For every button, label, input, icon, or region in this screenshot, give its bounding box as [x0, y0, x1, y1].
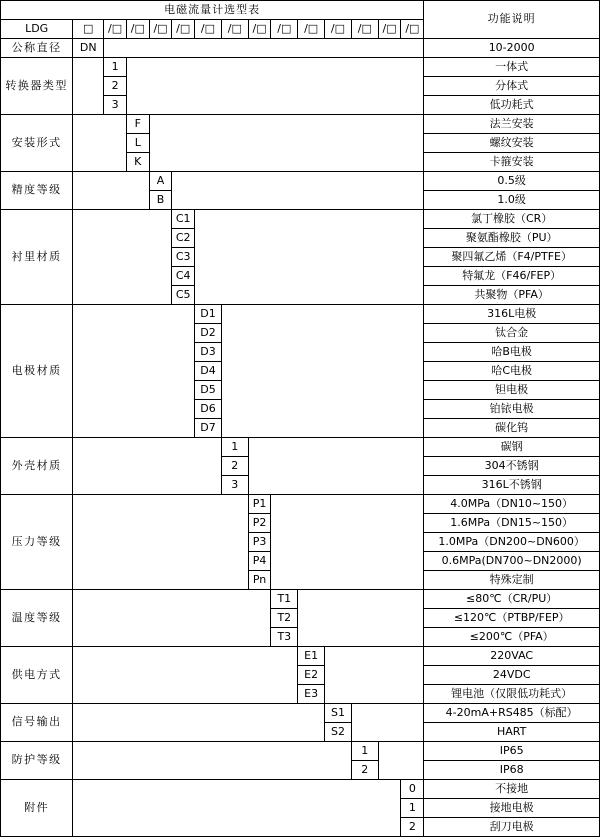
blank-span	[378, 742, 424, 780]
blank-left	[73, 210, 172, 305]
code-power-1: E1	[298, 647, 325, 666]
blank-span	[149, 115, 424, 172]
blank-span	[195, 210, 424, 305]
code-install-2: L	[126, 134, 149, 153]
desc-lining-2: 聚氨酯橡胶（PU）	[424, 229, 600, 248]
code-accuracy-2: B	[149, 191, 172, 210]
row-label-signal-output: 信号输出	[1, 704, 73, 742]
blank-span	[325, 647, 424, 704]
code-lining-5: C5	[172, 286, 195, 305]
table-row	[1, 647, 600, 666]
model-slash-13: /□	[401, 20, 424, 39]
model-slash-6: /□	[221, 20, 248, 39]
code-pressure-4: P4	[248, 552, 271, 571]
row-label-housing: 外壳材质	[1, 438, 73, 495]
model-slash-7: /□	[248, 20, 271, 39]
code-pressure-1: P1	[248, 495, 271, 514]
code-power-2: E2	[298, 666, 325, 685]
desc-install-2: 螺纹安装	[424, 134, 600, 153]
table-row	[1, 590, 600, 609]
row-label-lining: 衬里材质	[1, 210, 73, 305]
code-converter-2: 2	[104, 77, 127, 96]
blank-span	[298, 590, 424, 647]
table-row	[1, 742, 600, 761]
function-header: 功能说明	[424, 1, 600, 39]
code-temperature-1: T1	[271, 590, 298, 609]
code-protection-1: 1	[351, 742, 378, 761]
blank-span	[104, 39, 424, 58]
code-signal-1: S1	[325, 704, 352, 723]
desc-protection-1: IP65	[424, 742, 600, 761]
blank-span	[172, 172, 424, 210]
code-electrode-4: D4	[195, 362, 222, 381]
code-accuracy-1: A	[149, 172, 172, 191]
code-housing-1: 1	[221, 438, 248, 457]
code-electrode-7: D7	[195, 419, 222, 438]
desc-electrode-4: 哈C电极	[424, 362, 600, 381]
desc-power-2: 24VDC	[424, 666, 600, 685]
blank-left	[73, 704, 325, 742]
desc-power-3: 锂电池（仅限低功耗式）	[424, 685, 600, 704]
table-row	[1, 210, 600, 229]
blank-span	[248, 438, 424, 495]
row-label-accessory: 附件	[1, 780, 73, 837]
code-pressure-2: P2	[248, 514, 271, 533]
blank-span	[271, 495, 424, 590]
desc-pressure-1: 4.0MPa（DN10~150）	[424, 495, 600, 514]
code-accessory-1: 0	[401, 780, 424, 799]
code-install-1: F	[126, 115, 149, 134]
code-temperature-2: T2	[271, 609, 298, 628]
desc-protection-2: IP68	[424, 761, 600, 780]
row-label-install-type: 安装形式	[1, 115, 73, 172]
desc-pressure-5: 特殊定制	[424, 571, 600, 590]
row-label-electrode: 电极材质	[1, 305, 73, 438]
table-row	[1, 704, 600, 723]
desc-converter-2: 分体式	[424, 77, 600, 96]
desc-housing-3: 316L不锈钢	[424, 476, 600, 495]
table-row	[1, 172, 600, 191]
code-accessory-2: 1	[401, 799, 424, 818]
row-label-power-supply: 供电方式	[1, 647, 73, 704]
title-row	[1, 1, 600, 20]
table-row	[1, 58, 600, 77]
code-protection-2: 2	[351, 761, 378, 780]
code-accessory-3: 2	[401, 818, 424, 837]
desc-temperature-3: ≤200℃（PFA）	[424, 628, 600, 647]
desc-electrode-1: 316L电极	[424, 305, 600, 324]
model-slash-11: /□	[351, 20, 378, 39]
table-row	[1, 115, 600, 134]
code-pressure-3: P3	[248, 533, 271, 552]
table-row	[1, 39, 600, 58]
desc-accuracy-2: 1.0级	[424, 191, 600, 210]
sheet-title: 电磁流量计选型表	[1, 1, 424, 20]
code-converter-3: 3	[104, 96, 127, 115]
blank-left	[73, 58, 104, 115]
code-housing-3: 3	[221, 476, 248, 495]
code-electrode-3: D3	[195, 343, 222, 362]
desc-accessory-3: 刮刀电极	[424, 818, 600, 837]
code-housing-2: 2	[221, 457, 248, 476]
table-row	[1, 305, 600, 324]
blank-left	[73, 438, 222, 495]
blank-span	[221, 305, 423, 438]
code-install-3: K	[126, 153, 149, 172]
desc-power-1: 220VAC	[424, 647, 600, 666]
desc-electrode-5: 钽电极	[424, 381, 600, 400]
code-electrode-1: D1	[195, 305, 222, 324]
blank-left	[73, 305, 195, 438]
code-pressure-5: Pn	[248, 571, 271, 590]
model-slash-3: /□	[149, 20, 172, 39]
desc-pressure-4: 0.6MPa(DN700~DN2000)	[424, 552, 600, 571]
row-label-nominal-diameter: 公称直径	[1, 39, 73, 58]
desc-electrode-2: 钛合金	[424, 324, 600, 343]
model-slash-4: /□	[172, 20, 195, 39]
code-electrode-2: D2	[195, 324, 222, 343]
blank-left	[73, 590, 271, 647]
model-prefix: LDG	[1, 20, 73, 39]
code-dn: DN	[73, 39, 104, 58]
desc-lining-5: 共聚物（PFA）	[424, 286, 600, 305]
desc-converter-1: 一体式	[424, 58, 600, 77]
desc-temperature-1: ≤80℃（CR/PU）	[424, 590, 600, 609]
table-row	[1, 495, 600, 514]
row-label-converter-type: 转换器类型	[1, 58, 73, 115]
model-slash-2: /□	[126, 20, 149, 39]
code-lining-4: C4	[172, 267, 195, 286]
desc-accessory-1: 不接地	[424, 780, 600, 799]
code-electrode-6: D6	[195, 400, 222, 419]
desc-pressure-2: 1.6MPa（DN15~150）	[424, 514, 600, 533]
code-lining-2: C2	[172, 229, 195, 248]
model-box-0: □	[73, 20, 104, 39]
code-lining-1: C1	[172, 210, 195, 229]
desc-signal-2: HART	[424, 723, 600, 742]
desc-accuracy-1: 0.5级	[424, 172, 600, 191]
row-label-protection: 防护等级	[1, 742, 73, 780]
desc-lining-1: 氯丁橡胶（CR）	[424, 210, 600, 229]
blank-left	[73, 647, 298, 704]
model-slash-8: /□	[271, 20, 298, 39]
blank-left	[73, 115, 127, 172]
desc-lining-4: 特氟龙（F46/FEP）	[424, 267, 600, 286]
blank-span	[126, 58, 423, 115]
blank-left	[73, 742, 352, 780]
desc-converter-3: 低功耗式	[424, 96, 600, 115]
blank-span	[351, 704, 423, 742]
desc-electrode-3: 哈B电极	[424, 343, 600, 362]
desc-signal-1: 4-20mA+RS485（标配）	[424, 704, 600, 723]
code-electrode-5: D5	[195, 381, 222, 400]
desc-install-3: 卡箍安装	[424, 153, 600, 172]
blank-left	[73, 495, 248, 590]
model-slash-5: /□	[195, 20, 222, 39]
desc-nominal-diameter: 10-2000	[424, 39, 600, 58]
row-label-temperature: 温度等级	[1, 590, 73, 647]
desc-install-1: 法兰安装	[424, 115, 600, 134]
desc-housing-2: 304不锈钢	[424, 457, 600, 476]
desc-electrode-6: 铂铱电极	[424, 400, 600, 419]
desc-lining-3: 聚四氟乙烯（F4/PTFE）	[424, 248, 600, 267]
code-lining-3: C3	[172, 248, 195, 267]
desc-temperature-2: ≤120℃（PTBP/FEP）	[424, 609, 600, 628]
table-row	[1, 780, 600, 799]
model-slash-9: /□	[298, 20, 325, 39]
desc-pressure-3: 1.0MPa（DN200~DN600）	[424, 533, 600, 552]
code-power-3: E3	[298, 685, 325, 704]
desc-electrode-7: 碳化钨	[424, 419, 600, 438]
code-temperature-3: T3	[271, 628, 298, 647]
desc-accessory-2: 接地电极	[424, 799, 600, 818]
blank-left	[73, 172, 149, 210]
code-signal-2: S2	[325, 723, 352, 742]
desc-housing-1: 碳钢	[424, 438, 600, 457]
model-slash-12: /□	[378, 20, 401, 39]
row-label-pressure: 压力等级	[1, 495, 73, 590]
row-label-accuracy: 精度等级	[1, 172, 73, 210]
blank-left	[73, 780, 401, 837]
model-slash-10: /□	[325, 20, 352, 39]
model-slash-1: /□	[104, 20, 127, 39]
table-row	[1, 438, 600, 457]
code-converter-1: 1	[104, 58, 127, 77]
